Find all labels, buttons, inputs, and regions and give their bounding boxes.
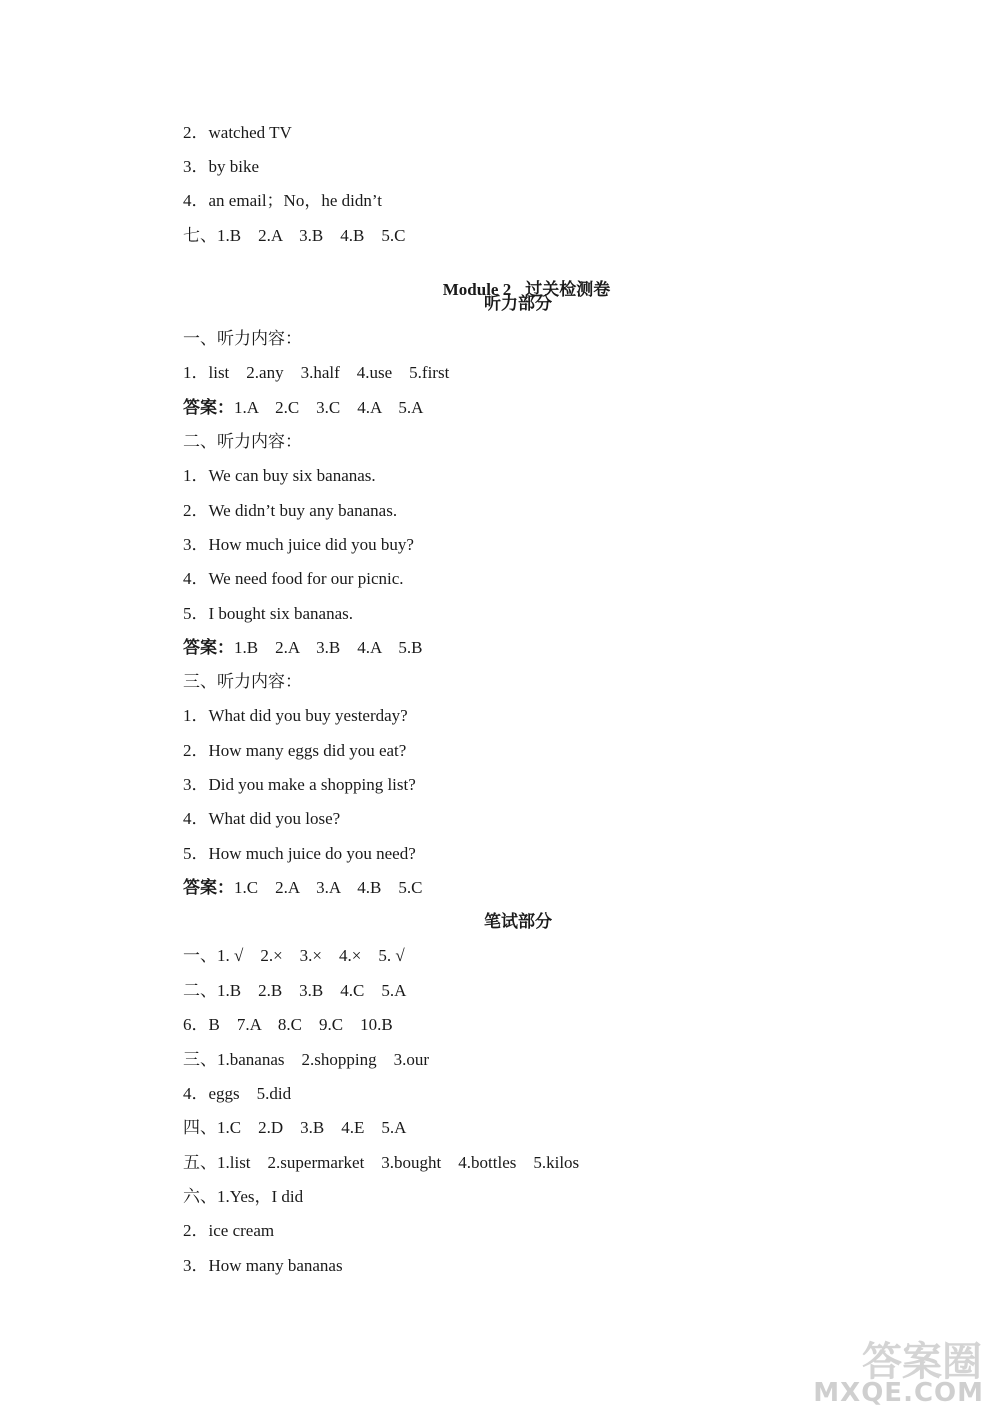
answer-line: 2．How many eggs did you eat? (183, 741, 407, 760)
answer-line: 5．How much juice do you need? (183, 844, 416, 863)
answer-line: 4．We need food for our picnic. (183, 569, 404, 588)
answer-line: 5．I bought six bananas. (183, 604, 353, 623)
answer-line: 3．Did you make a shopping list? (183, 775, 416, 794)
answer-line: 四、1.C 2.D 3.B 4.E 5.A (183, 1118, 407, 1137)
answer-line: 五、1.list 2.supermarket 3.bought 4.bottles 5.kilos (183, 1153, 580, 1172)
answer-line: 一、1. √ 2.× 3.× 4.× 5. √ (183, 946, 405, 965)
answer-values: 1.A 2.C 3.C 4.A 5.A (234, 398, 424, 417)
written-section-heading: 笔试部分 (484, 912, 552, 932)
answer-key-line (183, 398, 423, 418)
answer-line: 2．ice cream (183, 1221, 275, 1240)
answer-line: 3．How much juice did you buy? (183, 535, 414, 554)
answer-key-line (183, 638, 422, 658)
answer-line: 二、听力内容： (183, 432, 302, 451)
answer-line: 3．by bike (183, 157, 260, 176)
answer-line: 1．We can buy six bananas. (183, 466, 376, 485)
answer-line: 2．We didn’t buy any bananas. (183, 501, 398, 520)
answer-values: 1.C 2.A 3.A 4.B 5.C (234, 878, 423, 897)
listening-section-heading: 听力部分 (484, 294, 552, 314)
answer-line: 七、1.B 2.A 3.B 4.B 5.C (183, 226, 406, 245)
answer-label: 答案： (183, 878, 234, 898)
answer-line: 4．eggs 5.did (183, 1084, 292, 1103)
answer-line: 1．list 2.any 3.half 4.use 5.first (183, 363, 450, 382)
watermark (808, 1330, 988, 1408)
answer-values: 1.B 2.A 3.B 4.A 5.B (234, 638, 423, 657)
answer-line: 一、听力内容： (183, 329, 302, 348)
answer-line: 1．What did you buy yesterday? (183, 706, 408, 725)
answer-line: 4．What did you lose? (183, 809, 341, 828)
answer-key-line (183, 878, 422, 898)
module-title-cn: 过关检测卷 (525, 280, 611, 300)
module-title: Module 2 (442, 280, 512, 299)
watermark-logo: 答案圈 (862, 1339, 982, 1385)
answer-line: 二、1.B 2.B 3.B 4.C 5.A (183, 981, 407, 1000)
answer-line: 6．B 7.A 8.C 9.C 10.B (183, 1015, 393, 1034)
answer-line: 4．an email；No，he didn’t (183, 191, 382, 210)
answer-label: 答案： (183, 638, 234, 658)
answer-line: 三、听力内容： (183, 672, 302, 691)
answer-line: 2．watched TV (183, 123, 292, 142)
answer-line: 三、1.bananas 2.shopping 3.our (183, 1050, 430, 1069)
answer-line: 六、1.Yes，I did (183, 1187, 304, 1206)
answer-label: 答案： (183, 398, 234, 418)
watermark-site: MXQE.COM (813, 1378, 984, 1408)
answer-line: 3．How many bananas (183, 1256, 343, 1275)
